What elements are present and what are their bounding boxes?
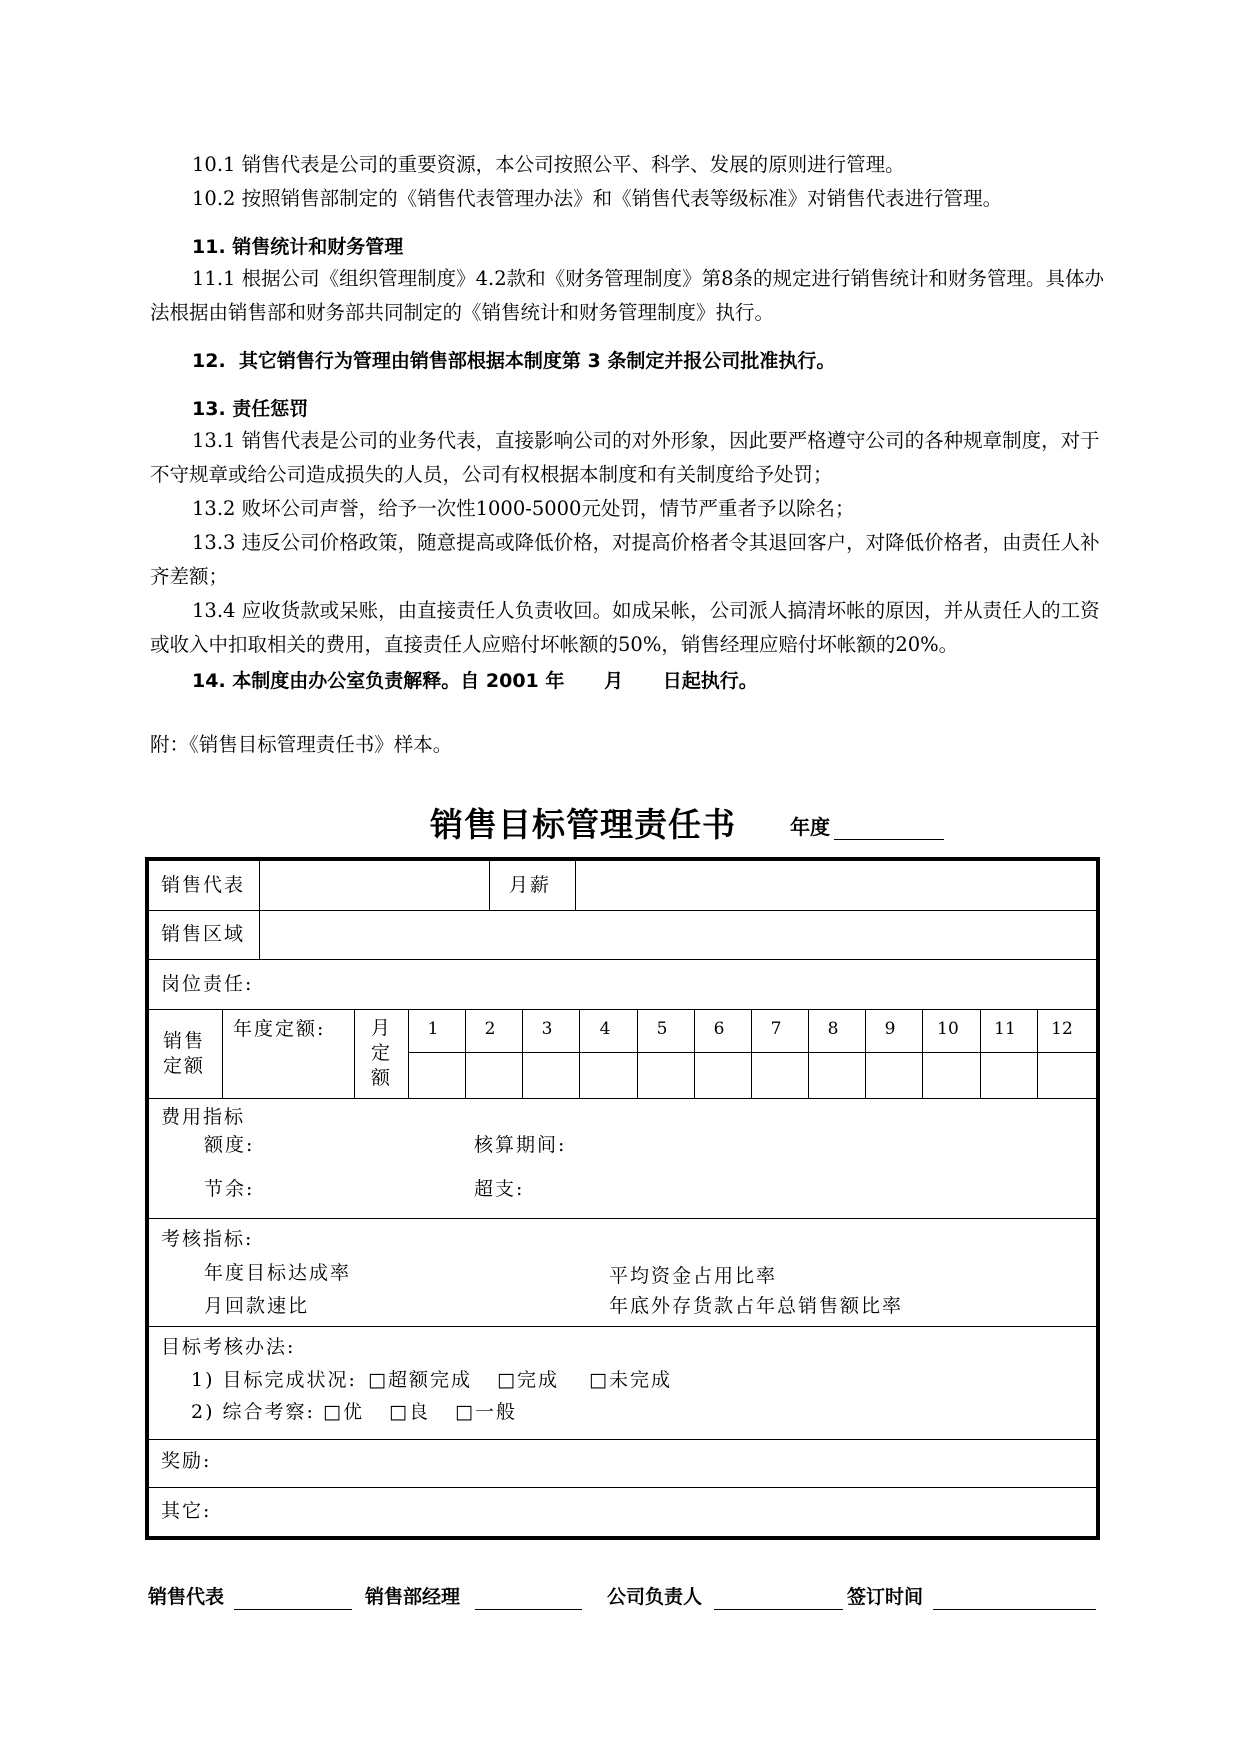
label-expense-indicator: 费用指标 [161, 1106, 246, 1128]
label-overall-review: 2) 综合考察: [191, 1401, 315, 1423]
sig-date-blank[interactable] [933, 1609, 1096, 1610]
form-title: 销售目标管理责任书 [430, 805, 736, 844]
label-monthly-quota-3: 额 [371, 1067, 393, 1089]
label-monthly-salary: 月薪 [509, 874, 552, 896]
label-monthly-collection-ratio: 月回款速比 [204, 1295, 310, 1317]
sig-sales-rep-label: 销售代表 [148, 1586, 225, 1608]
year-blank[interactable] [834, 839, 944, 840]
sig-company-head-label: 公司负责人 [607, 1586, 703, 1608]
label-completion-status: 1) 目标完成状况: [191, 1369, 357, 1391]
month-1: 1 [427, 1019, 439, 1039]
label-avg-capital-ratio: 平均资金占用比率 [609, 1265, 778, 1287]
label-monthly-quota-1: 月 [371, 1017, 393, 1039]
heading-13: 13. 责任惩罚 [192, 398, 309, 420]
label-surplus: 节余: [204, 1178, 255, 1200]
checkbox-excellent[interactable]: □优 [323, 1401, 364, 1423]
month-4: 4 [599, 1019, 611, 1039]
sig-sales-rep-blank[interactable] [234, 1609, 352, 1610]
month-2: 2 [484, 1019, 496, 1039]
month-3: 3 [541, 1019, 553, 1039]
month-11: 11 [994, 1019, 1016, 1039]
label-sales-rep: 销售代表 [161, 874, 246, 896]
label-annual-quota: 年度定额: [233, 1018, 326, 1040]
label-accounting-period: 核算期间: [474, 1134, 567, 1156]
label-monthly-quota-2: 定 [371, 1042, 393, 1064]
label-reward: 奖励: [161, 1450, 212, 1472]
label-post-duty: 岗位责任: [161, 973, 254, 995]
label-sales-quota-2: 定额 [163, 1055, 206, 1077]
month-8: 8 [827, 1019, 839, 1039]
sig-manager-label: 销售部经理 [365, 1586, 461, 1608]
sig-company-head-blank[interactable] [714, 1609, 843, 1610]
month-10: 10 [937, 1019, 959, 1039]
checkbox-completed[interactable]: □完成 [497, 1369, 559, 1391]
clause-13-1: 13.1 销售代表是公司的业务代表，直接影响公司的对外形象，因此要严格遵守公司的各种规章制度，对于不守规章或给公司造成损失的人员，公司有权根据本制度和有关制度给予处罚； [150, 429, 1100, 486]
month-12: 12 [1051, 1019, 1073, 1039]
label-annual-target-rate: 年度目标达成率 [204, 1262, 352, 1284]
clause-13-4: 13.4 应收货款或呆账，由直接责任人负责收回。如成呆帐，公司派人搞清坏帐的原因，并从责任人的工资或收入中扣取相关的费用，直接责任人应赔付坏帐额的50%，销售经理应赔付坏帐额的20%。 [150, 599, 1100, 656]
field-monthly-salary[interactable] [581, 865, 1091, 907]
clause-10-1: 10.1 销售代表是公司的重要资源，本公司按照公平、科学、发展的原则进行管理。 [192, 153, 905, 176]
responsibility-form [145, 857, 1100, 1540]
field-sales-rep[interactable] [266, 865, 486, 907]
appendix-note: 附：《销售目标管理责任书》样本。 [150, 733, 453, 756]
month-9: 9 [884, 1019, 896, 1039]
year-label: 年度 [790, 815, 830, 839]
label-sales-quota-1: 销售 [163, 1030, 206, 1052]
heading-11: 11. 销售统计和财务管理 [192, 236, 404, 258]
label-expense-quota: 额度: [204, 1134, 255, 1156]
month-5: 5 [656, 1019, 668, 1039]
sig-manager-blank[interactable] [475, 1609, 582, 1610]
clause-11-1: 11.1 根据公司《组织管理制度》4.2款和《财务管理制度》第8条的规定进行销售统计和财务管理。具体办法根据由销售部和财务部共同制定的《销售统计和财务管理制度》执行。 [150, 267, 1105, 324]
checkbox-exceeded[interactable]: □超额完成 [368, 1369, 472, 1391]
heading-14: 14. 本制度由办公室负责解释。自 2001 年 月 日起执行。 [192, 670, 758, 692]
clause-13-3: 13.3 违反公司价格政策，随意提高或降低价格，对提高价格者令其退回客户，对降低价格者，由责任人补齐差额； [150, 531, 1100, 588]
month-7: 7 [770, 1019, 782, 1039]
label-assessment-indicator: 考核指标: [161, 1228, 254, 1250]
label-year-end-receivable-ratio: 年底外存货款占年总销售额比率 [609, 1295, 904, 1317]
checkbox-average[interactable]: □一般 [455, 1401, 517, 1423]
label-overspend: 超支: [474, 1178, 525, 1200]
label-sales-region: 销售区域 [161, 923, 246, 945]
label-other: 其它: [161, 1500, 212, 1522]
field-sales-region[interactable] [266, 914, 1091, 956]
sig-date-label: 签订时间 [847, 1586, 924, 1608]
clause-13-2: 13.2 败坏公司声誉，给予一次性1000-5000元处罚，情节严重者予以除名； [192, 497, 855, 520]
heading-12: 12. 其它销售行为管理由销售部根据本制度第 3 条制定并报公司批准执行。 [192, 350, 836, 372]
label-assessment-method: 目标考核办法: [161, 1336, 296, 1358]
checkbox-good[interactable]: □良 [389, 1401, 430, 1423]
month-6: 6 [713, 1019, 725, 1039]
clause-10-2: 10.2 按照销售部制定的《销售代表管理办法》和《销售代表等级标准》对销售代表进行管理。 [192, 187, 1003, 210]
checkbox-not-completed[interactable]: □未完成 [589, 1369, 672, 1391]
